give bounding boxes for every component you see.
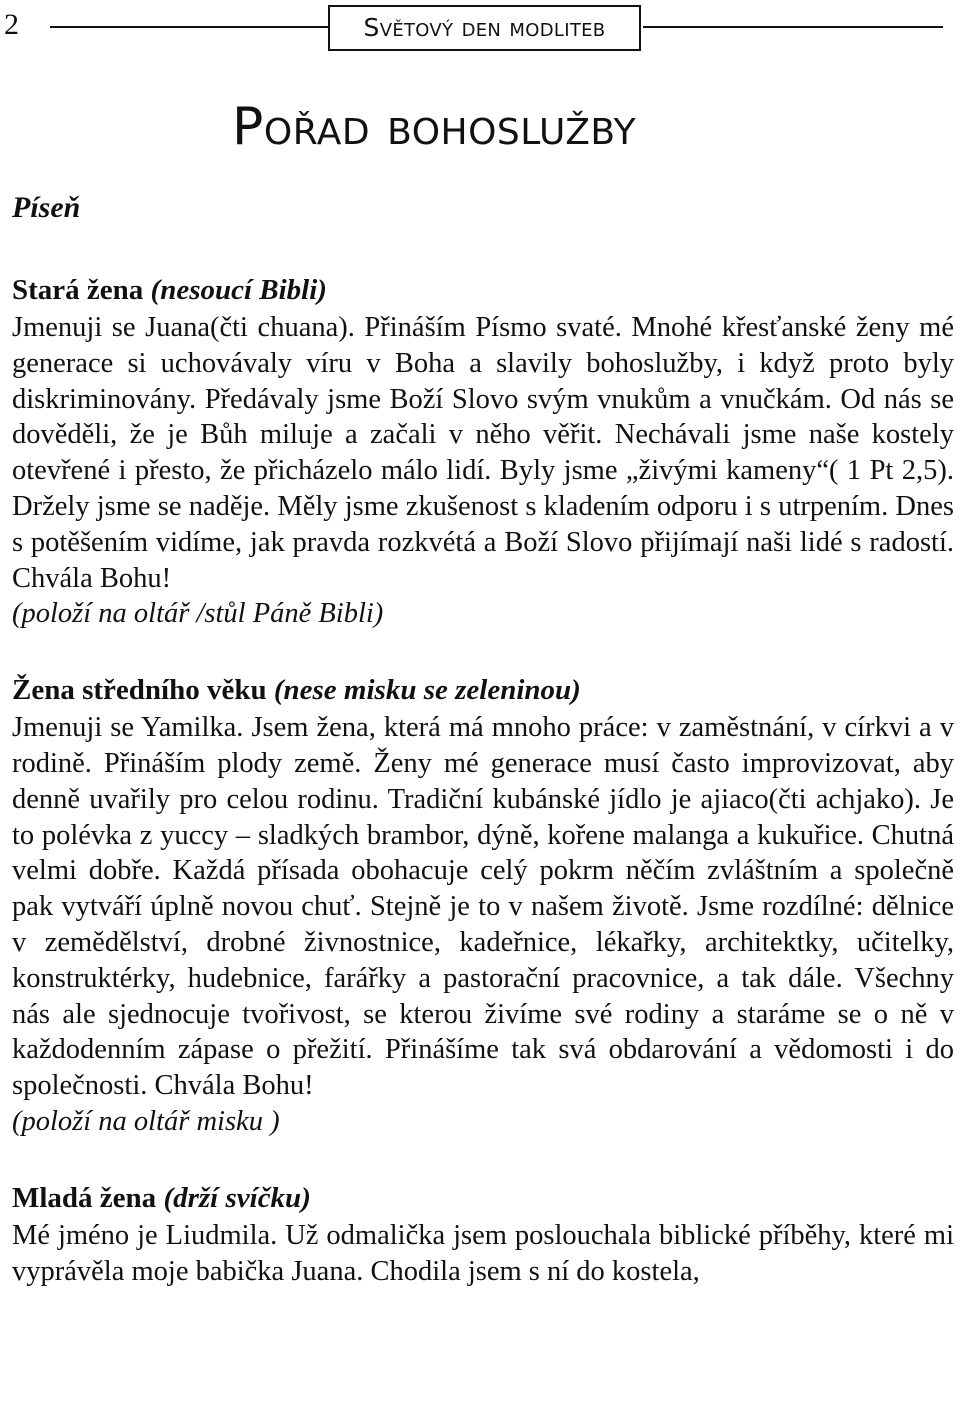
song-label: Píseň [12,191,81,224]
page-header [0,0,960,56]
section-heading [12,670,954,710]
speaker-action: (nesoucí Bibli) [150,274,327,306]
section-text: Jmenuji se Juana(čti chuana). Přináším Písmo svaté. Mnohé křesťanské ženy mé generace si uchovávaly víru v Boha a slavily bohoslužby, i když proto byly diskriminovány. Předávaly jsme Boží Slovo svým vnukům a vnučkám. Od nás se dověděli, že je Bůh miluje a začali v něho věřit. Nechávali jsme naše kostely otevřené i přesto, že přicházelo málo lidí. Byly jsme „živými kameny“( 1 Pt 2,5). Držely jsme se naděje. Měly jsme zkušenost s kladením odporu i s utrpením. Dnes s potěšením vidíme, jak pravda rozkvétá a Boží Slovo přijímají naši lidé s radostí. Chvála Bohu! [12,312,954,594]
stage-direction: (položí na oltář misku ) [12,1105,280,1137]
section-text: Mé jméno je Liudmila. Už odmalička jsem poslouchala biblické příběhy, které mi vyprávěla moje babička Juana. Chodila jsem s ní do kostela, [12,1219,954,1287]
stage-direction: (položí na oltář /stůl Páně Bibli) [12,598,384,630]
running-title: Světový den modliteb [328,5,641,51]
page-content [12,188,954,1289]
speaker-action: (nese misku se zeleninou) [273,674,581,707]
header-rule-left [50,26,328,28]
document-title: Pořad bohoslužby [232,97,637,157]
section-middle-aged-woman [12,670,954,1140]
speaker-name: Žena středního věku [12,674,267,707]
section-text: Jmenuji se Yamilka. Jsem žena, která má mnoho práce: v zaměstnání, v církvi a v rodině. Přináším plody země. Ženy mé generace musí často improvizovat, aby denně uvařily pro celou rodinu. Tradiční kubánské jídlo je ajiaco(čti achjako). Je to polévka z yuccy – sladkých brambor, dýně, kořene malanga a kukuřice. Chutná velmi dobře. Každá přísada obohacuje celý pokrm něčím zvláštním a společně pak vytváří úplně novou chuť. Stejně je to v našem životě. Jsme rozdílné: dělnice v zemědělství, drobné živnostnice, kadeřnice, lékařky, architektky, učitelky, konstruktérky, hudebnice, farářky a pastorační pracovnice, a tak dále. Všechny nás ale sjednocuje tvořivost, se kterou živíme své rodiny a staráme se o ně v každodenním zápase o přežití. Přinášíme tak svá obdarování a vědomosti i do společnosti. Chvála Bohu! [12,712,954,1102]
speaker-name: Stará žena [12,274,144,306]
speaker-name: Mladá žena [12,1181,157,1214]
section-old-woman [12,270,954,632]
section-heading [12,270,954,310]
header-rule-right [643,26,943,28]
page-number: 2 [4,8,19,41]
section-young-woman [12,1178,954,1290]
section-heading [12,1178,954,1218]
speaker-action: (drží svíčku) [163,1181,311,1214]
